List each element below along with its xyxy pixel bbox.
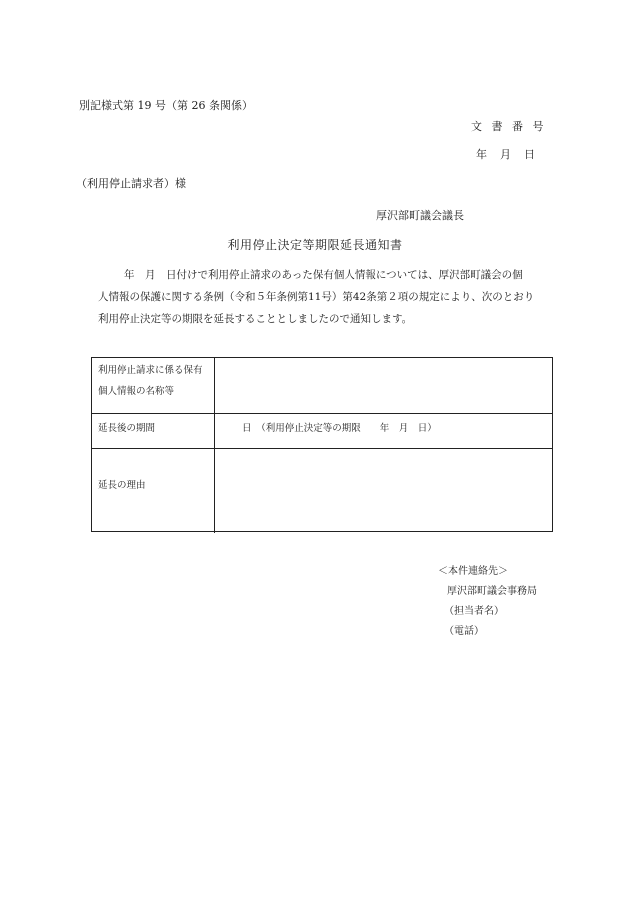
table-row-extension-reason (92, 449, 552, 533)
page-title: 利用停止決定等期限延長通知書 (227, 238, 403, 252)
info-name-label-line-2: 個人情報の名称等 (98, 386, 175, 397)
extension-reason-value (215, 449, 552, 533)
document-number-label: 文 書 番 号 (471, 120, 547, 133)
info-table (91, 357, 553, 532)
info-name-label (92, 358, 215, 413)
sender-line: 厚沢部町議会議長 (376, 209, 464, 222)
extended-period-label-cell (92, 414, 215, 448)
table-row-extended-period (92, 414, 552, 449)
info-name-value (215, 358, 552, 413)
body-line-2: 人情報の保護に関する条例（令和５年条例第11号）第42条第２項の規定により、次のとおり (98, 291, 535, 303)
table-row-info-name (92, 358, 552, 414)
notice-body (98, 264, 558, 330)
form-reference: 別記様式第 19 号（第 26 条関係） (79, 99, 253, 112)
contact-phone: （電話） (444, 626, 484, 637)
contact-person: （担当者名） (444, 606, 504, 617)
extended-period-value-cell (215, 414, 552, 448)
body-line-3: 利用停止決定等の期限を延長することとしましたので通知します。 (98, 313, 413, 325)
extended-period-label: 延長後の期間 (98, 423, 156, 434)
recipient-line: （利用停止請求者）様 (76, 177, 186, 190)
contact-office: 厚沢部町議会事務局 (447, 586, 537, 597)
date-line: 年 月 日 (476, 148, 536, 161)
contact-heading: ＜本件連絡先＞ (438, 566, 508, 577)
extension-reason-label: 延長の理由 (98, 480, 146, 491)
extended-period-value: 日 （利用停止決定等の期限 年 月 日） (242, 423, 437, 434)
info-name-label-line-1: 利用停止請求に係る保有 (98, 365, 203, 376)
extension-reason-label-cell (92, 449, 215, 533)
body-line-1: 年 月 日付けで利用停止請求のあった保有個人情報については、厚沢部町議会の個 (124, 269, 523, 281)
